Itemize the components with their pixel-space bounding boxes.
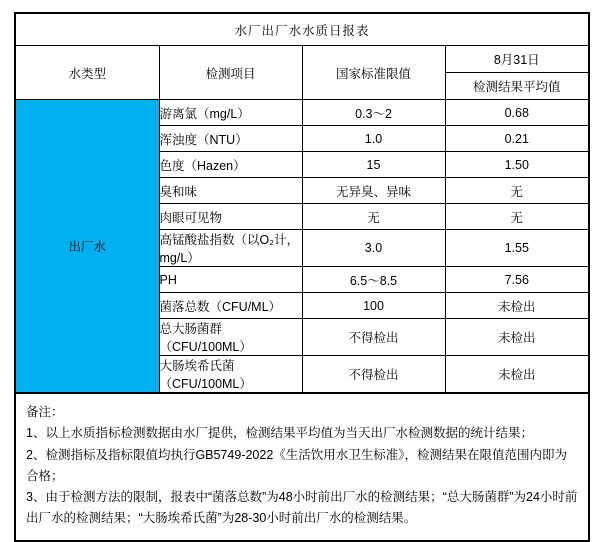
column-header-test-item: 检测项目	[159, 46, 302, 100]
test-item-name: 总大肠菌群（CFU/100ML）	[159, 319, 302, 356]
test-item-name: 臭和味	[159, 178, 302, 204]
test-item-name: 菌落总数（CFU/ML）	[159, 293, 302, 319]
column-header-national-limit: 国家标准限值	[302, 46, 445, 100]
test-item-name: 肉眼可见物	[159, 204, 302, 230]
table-row	[16, 100, 588, 126]
result-value: 1.50	[445, 152, 588, 178]
national-limit-value: 3.0	[302, 230, 445, 267]
national-limit-value: 15	[302, 152, 445, 178]
result-value: 7.56	[445, 267, 588, 293]
result-value: 未检出	[445, 293, 588, 319]
result-value: 无	[445, 178, 588, 204]
result-value: 无	[445, 204, 588, 230]
result-value: 0.21	[445, 126, 588, 152]
water-type-category: 出厂水	[16, 100, 159, 393]
notes-line-3: 3、由于检测方法的限制，报表中“菌落总数”为48小时前出厂水的检测结果；“总大肠菌群”为24小时前出厂水的检测结果；“大肠埃希氏菌”为28-30小时前出厂水的检测结果。	[26, 490, 578, 526]
notes-line-1: 1、以上水质指标检测数据由水厂提供，检测结果平均值为当天出厂水检测数据的统计结果；	[26, 426, 533, 441]
test-item-name: PH	[159, 267, 302, 293]
notes-line-2: 2、检测指标及指标限值均执行GB5749-2022《生活饮用水卫生标准》，检测结果在限值范围内即为合格；	[26, 447, 568, 483]
title-row	[16, 14, 588, 46]
column-header-water-type: 水类型	[16, 46, 159, 100]
result-value: 1.55	[445, 230, 588, 267]
national-limit-value: 无异臭、异味	[302, 178, 445, 204]
national-limit-value: 100	[302, 293, 445, 319]
test-item-name: 大肠埃希氏菌（CFU/100ML）	[159, 356, 302, 393]
report-title: 水厂出厂水水质日报表	[16, 14, 588, 46]
test-item-name: 浑浊度（NTU）	[159, 126, 302, 152]
result-value: 未检出	[445, 319, 588, 356]
result-value: 0.68	[445, 100, 588, 126]
notes-section	[16, 393, 588, 540]
national-limit-value: 6.5～8.5	[302, 267, 445, 293]
notes-label: 备注：	[26, 405, 64, 419]
result-value: 未检出	[445, 356, 588, 393]
test-item-name: 高锰酸盐指数（以O₂计，mg/L）	[159, 230, 302, 267]
test-item-name: 色度（Hazen）	[159, 152, 302, 178]
water-quality-table	[16, 14, 588, 393]
column-header-date: 8月31日	[445, 46, 588, 73]
report-container	[14, 12, 590, 542]
national-limit-value: 0.3～2	[302, 100, 445, 126]
test-item-name: 游离氯（mg/L）	[159, 100, 302, 126]
national-limit-value: 不得检出	[302, 356, 445, 393]
national-limit-value: 不得检出	[302, 319, 445, 356]
national-limit-value: 无	[302, 204, 445, 230]
national-limit-value: 1.0	[302, 126, 445, 152]
header-row-1	[16, 46, 588, 73]
column-header-result-avg: 检测结果平均值	[445, 73, 588, 100]
